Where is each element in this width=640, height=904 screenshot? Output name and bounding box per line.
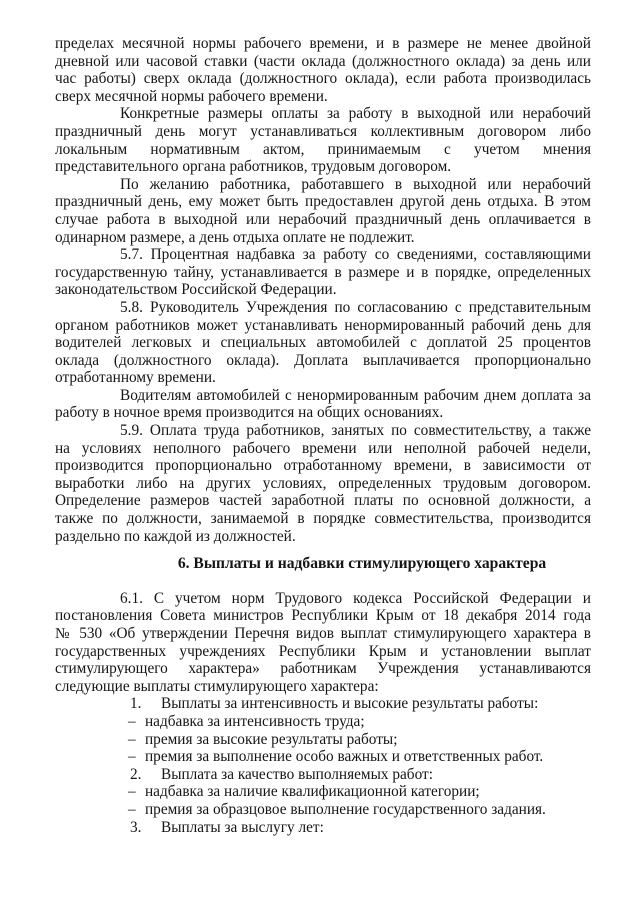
text-line: 6.1. С учетом норм Трудового кодекса Российской Федерации и	[120, 589, 591, 607]
text-line: на условиях неполного рабочего времени или неполной рабочей недели,	[55, 439, 591, 457]
list-marker: –	[128, 783, 136, 801]
text-line: 5.9. Оплата труда работников, занятых по совместительству, а также	[120, 422, 591, 440]
text-line: государственных учреждениях Республики Крым и установлении выплат	[55, 642, 591, 660]
list-marker: –	[128, 712, 136, 730]
list-marker: 2.	[130, 765, 142, 783]
text-line: По желанию работника, работавшего в выходной или нерабочий	[120, 175, 591, 193]
text-line: раздельно по каждой из должностей.	[55, 527, 296, 545]
text-line: праздничный день, ему может быть предоставлен другой день отдыха. В этом	[55, 193, 591, 211]
list-item-text: премия за высокие результаты работы;	[145, 730, 398, 748]
document-body	[55, 35, 591, 836]
text-line: законодательством Российской Федерации.	[55, 281, 337, 299]
text-line: постановления Совета министров Республики Крым от 18 декабря 2014 года	[55, 607, 591, 625]
section-6-heading: 6. Выплаты и надбавки стимулирующего характера	[177, 555, 547, 573]
list-item-text: Выплаты за интенсивность и высокие результаты работы:	[161, 695, 539, 713]
text-line: Конкретные размеры оплаты за работу в выходной или нерабочий	[120, 105, 591, 123]
paragraph-continued	[55, 35, 591, 105]
text-line: выработки либо на других условиях, определенных трудовым договором.	[55, 474, 591, 492]
clause-6-1	[55, 590, 591, 696]
list-item-numbered	[55, 819, 591, 837]
list-marker: 1.	[130, 695, 142, 713]
clause-5-8	[55, 299, 591, 387]
list-item-dash	[55, 748, 591, 766]
text-line: оклада (должностного оклада). Доплата выплачивается пропорционально	[55, 351, 591, 369]
text-line: Водителям автомобилей с ненормированным рабочим днем доплата за	[120, 386, 591, 404]
list-item-text: Выплаты за выслугу лет:	[161, 818, 324, 836]
list-item-text: надбавка за интенсивность труда;	[145, 712, 365, 730]
incentive-payments-list	[55, 695, 591, 836]
text-line: пределах месячной нормы рабочего времени, и в размере не менее двойной	[55, 35, 591, 52]
text-line: одинарном размере, а день отдыха оплате не подлежит.	[55, 228, 415, 246]
text-line: сверх месячной нормы рабочего времени.	[55, 87, 328, 105]
clause-5-9	[55, 422, 591, 545]
text-line: органом работников может устанавливать ненормированный рабочий день для	[55, 316, 591, 334]
text-line: локальным нормативным актом, принимаемым с учетом мнения	[55, 140, 591, 158]
text-line: 5.7. Процентная надбавка за работу со сведениями, составляющими	[120, 246, 591, 264]
text-line: также по должности, занимаемой в порядке совместительства, производится	[55, 510, 591, 528]
text-line: случае работа в выходной или нерабочий праздничный день оплачивается в	[55, 210, 591, 228]
list-marker: –	[128, 800, 136, 818]
list-marker: 3.	[130, 818, 142, 836]
list-item-dash	[55, 783, 591, 801]
clause-5-7	[55, 246, 591, 299]
text-line: водителей легковых и специальных автомобилей с доплатой 25 процентов	[55, 334, 591, 352]
text-line: Определение размеров частей заработной платы по основной должности, а	[55, 492, 591, 510]
list-item-text: премия за выполнение особо важных и ответственных работ.	[145, 748, 544, 766]
text-line: 5.8. Руководитель Учреждения по согласованию с представительным	[120, 298, 591, 316]
text-line: отработанному времени.	[55, 369, 216, 387]
text-line: час работы) сверх оклада (должностного оклада), если работа производилась	[55, 70, 591, 88]
text-line: праздничный день могут устанавливаться коллективным договором либо	[55, 122, 591, 140]
list-marker: –	[128, 748, 136, 766]
text-line: следующие выплаты стимулирующего характера:	[55, 677, 379, 695]
list-item-text: надбавка за наличие квалификационной категории;	[145, 783, 480, 801]
list-item-text: Выплата за качество выполняемых работ:	[161, 765, 433, 783]
text-line: государственную тайну, устанавливается в размере и в порядке, определенных	[55, 263, 591, 281]
text-line: работу в ночное время производится на общих основаниях.	[55, 404, 444, 422]
paragraph-drivers-night-work	[55, 387, 591, 422]
list-item-text: премия за образцовое выполнение государственного задания.	[145, 800, 546, 818]
text-line: № 530 «Об утверждении Перечня видов выплат стимулирующего характера в	[55, 625, 591, 642]
list-item-numbered	[55, 766, 591, 784]
list-item-dash	[55, 801, 591, 819]
text-line: представительного органа работников, трудовым договором.	[55, 158, 452, 176]
text-line: дневной или часовой ставки (части оклада (должностного оклада) за день или	[55, 52, 591, 70]
list-item-numbered	[55, 695, 591, 713]
list-marker: –	[128, 730, 136, 748]
list-item-dash	[55, 731, 591, 749]
text-line: стимулирующего характера» работникам Учреждения устанавливаются	[55, 660, 591, 678]
paragraph-specific-pay-rates	[55, 105, 591, 175]
list-item-dash	[55, 713, 591, 731]
text-line: производится пропорционально отработанному времени, в зависимости от	[55, 457, 591, 475]
paragraph-day-off	[55, 176, 591, 246]
